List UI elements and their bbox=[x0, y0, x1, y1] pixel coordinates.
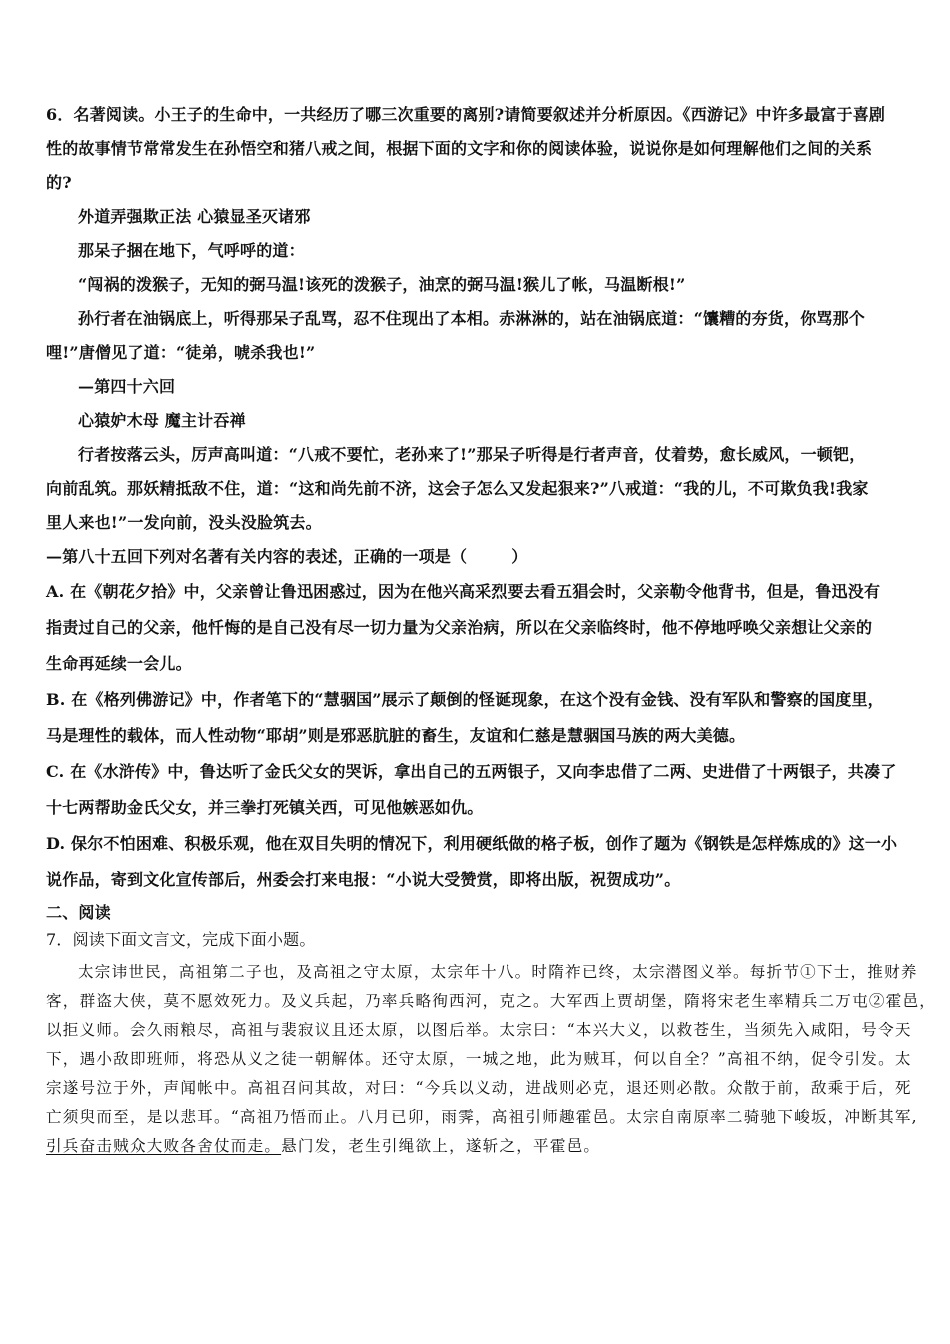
passage-line: 那呆子捆在地下，气呼呼的道： bbox=[78, 241, 305, 260]
q7-instruction: 7．阅读下面文言文，完成下面小题。 bbox=[46, 930, 316, 949]
classical-chinese-passage bbox=[46, 958, 937, 1161]
option-a: A. 在《朝花夕拾》中，父亲曾让鲁迅困惑过，因为在他兴高采烈要去看五猖会时，父亲勒令他背书，但是，鲁迅没有 bbox=[46, 582, 881, 601]
option-d-cont: 说作品，寄到文化宣传部后，州委会打来电报：“小说大受赞赏，即将出版，祝贺成功”。 bbox=[46, 870, 681, 889]
question-text: —第八十五回下列对名著有关内容的表述，正确的一项是（ bbox=[46, 547, 468, 566]
classical-line: 亡须臾而至，是以悲耳。“高祖乃悟而止。八月已卯，雨霁，高祖引师趣霍邑。太宗自南原率二骑驰下峻坂，冲断其军, bbox=[46, 1108, 918, 1126]
passage-line: 行者按落云头，厉声高叫道：“八戒不要忙，老孙来了!”那呆子听得是行者声音，仗着势，愈长威风，一顿钯， bbox=[78, 445, 866, 464]
xiyouji-passage bbox=[46, 200, 908, 574]
passage-line: “闯祸的泼猴子，无知的弼马温!该死的泼猴子，油烹的弼马温!猴儿了帐，马温断根!” bbox=[78, 275, 686, 294]
section-heading bbox=[46, 898, 908, 928]
classical-line: 以拒义师。会久雨粮尽，高祖与裴寂议且还太原，以图后举。太宗曰：“本兴大义，以救苍生，当须先入咸阳，号令天 bbox=[46, 1021, 912, 1039]
multiple-choice-question bbox=[46, 540, 908, 574]
passage-line: 哩!”唐僧见了道：“徒弟，唬杀我也!” bbox=[46, 343, 316, 362]
classical-line-last bbox=[46, 1132, 908, 1161]
underlined-sentence: 引兵奋击贼众大败各舍仗而走。 bbox=[46, 1137, 282, 1155]
option-d: D. 保尔不怕困难、积极乐观，他在双目失明的情况下，利用硬纸做的格子板，创作了题为《钢铁是怎样炼成的》这一小 bbox=[46, 834, 898, 853]
classical-line: 客，群盗大侠，莫不愿效死力。及义兵起，乃率兵略徇西河，克之。大军西上贾胡堡，隋将宋老生率精兵二万屯②霍邑， bbox=[46, 992, 937, 1010]
question-bracket: ） bbox=[511, 547, 528, 566]
option-b-cont: 马是理性的载体，而人性动物“耶胡”则是邪恶肮脏的畜生，友谊和仁慈是慧骃国马族的两大美德。 bbox=[46, 726, 746, 745]
q6-stem-line: 性的故事情节常常发生在孙悟空和猪八戒之间，根据下面的文字和你的阅读体验，说说你是如何理解他们之间的关系 bbox=[46, 139, 873, 158]
answer-options bbox=[46, 574, 908, 898]
q6-stem-line: 的? bbox=[46, 173, 72, 192]
question-7-stem bbox=[46, 928, 908, 952]
passage-line: 孙行者在油锅底上，听得那呆子乱骂，忍不住现出了本相。赤淋淋的，站在油锅底道：“馕糟的夯货，你骂那个 bbox=[78, 309, 866, 328]
chapter-couplet: 心猿妒木母 魔主计吞禅 bbox=[78, 411, 246, 430]
option-a-cont: 生命再延续一会儿。 bbox=[46, 654, 192, 673]
document-page bbox=[46, 98, 937, 1161]
option-a-cont: 指责过自己的父亲，他忏悔的是自己没有尽一切力量为父亲治病，所以在父亲临终时，他不停地呼唤父亲想让父亲的 bbox=[46, 618, 873, 637]
option-b: B. 在《格列佛游记》中，作者笔下的“慧骃国”展示了颠倒的怪诞现象，在这个没有金钱、没有军队和警察的国度里， bbox=[46, 690, 884, 709]
section-title: 二、阅读 bbox=[46, 903, 111, 922]
q6-stem-line: 6．名著阅读。小王子的生命中，一共经历了哪三次重要的离别?请简要叙述并分析原因。《西游记》中许多最富于喜剧 bbox=[46, 105, 886, 124]
question-6-stem bbox=[46, 98, 908, 200]
classical-line-tail: 悬门发，老生引绳欲上，遂斩之，平霍邑。 bbox=[281, 1137, 601, 1155]
chapter-couplet: 外道弄强欺正法 心猿显圣灭诸邪 bbox=[78, 207, 311, 226]
classical-line: 下，遇小敌即班师，将恐从义之徒一朝解体。还守太原，一城之地，此为贼耳，何以自全？”高祖不纳，促令引发。太 bbox=[46, 1050, 912, 1068]
classical-line: 宗遂号泣于外，声闻帐中。高祖召问其故，对曰：“今兵以义动，进战则必克，退还则必散。众散于前，敌乘于后，死 bbox=[46, 1079, 912, 1097]
option-c-cont: 十七两帮助金氏父女，并三拳打死镇关西，可见他嫉恶如仇。 bbox=[46, 798, 484, 817]
passage-line: 里人来也!”一发向前，没头没脸筑去。 bbox=[46, 513, 322, 532]
passage-line: 向前乱筑。那妖精抵敌不住，道：“这和尚先前不济，这会子怎么又发起狠来?”八戒道：“我的儿，不可欺负我!我家 bbox=[46, 479, 869, 498]
classical-line: 太宗讳世民，高祖第二子也，及高祖之守太原，太宗年十八。时隋祚已终，太宗潜图义举。每折节①下士，推财养 bbox=[78, 963, 918, 981]
option-c: C. 在《水浒传》中，鲁达听了金氏父女的哭诉，拿出自己的五两银子，又向李忠借了二两、史进借了十两银子，共凑了 bbox=[46, 762, 897, 781]
chapter-source: —第四十六回 bbox=[78, 377, 176, 396]
